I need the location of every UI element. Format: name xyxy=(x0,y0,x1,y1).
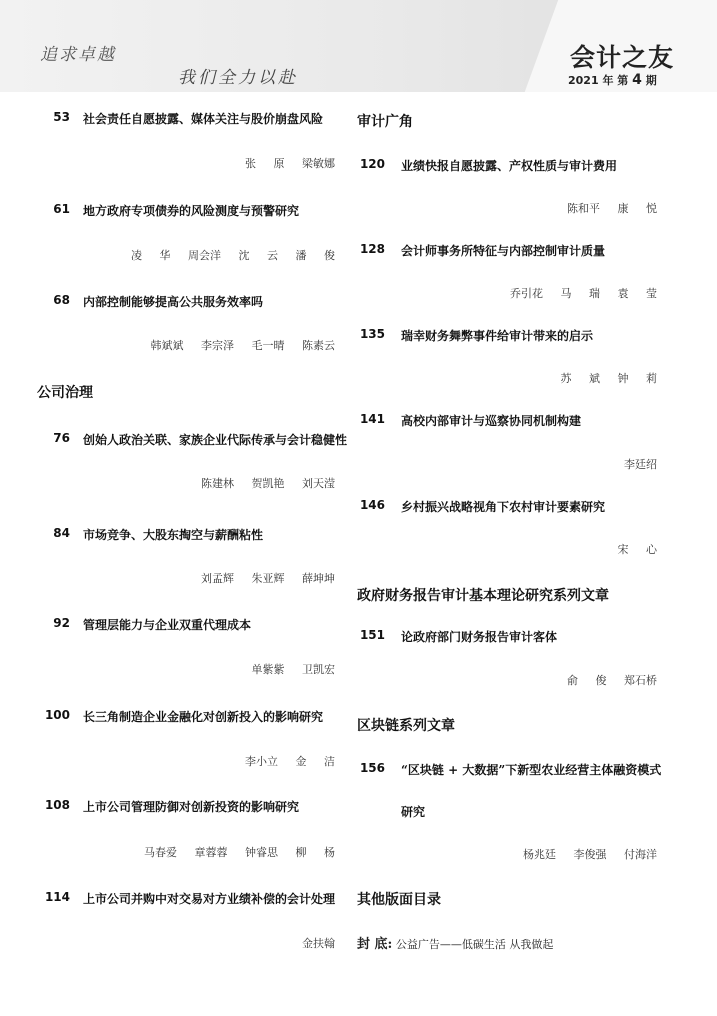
page-number: 92 xyxy=(53,616,70,630)
article-title[interactable]: 长三角制造企业金融化对创新投入的影响研究 xyxy=(83,710,324,724)
article-title[interactable]: 论政府部门财务报告审计客体 xyxy=(401,630,558,644)
back-cover-entry[interactable] xyxy=(357,933,553,952)
issue-prefix: 2021 年 第 xyxy=(568,74,629,87)
slogan-line-1: 追求卓越 xyxy=(40,45,116,65)
section-heading: 区块链系列文章 xyxy=(357,718,455,734)
article-title[interactable]: 创始人政治关联、家族企业代际传承与会计稳健性 xyxy=(83,433,348,447)
article-authors: 凌 华 周会洋 沈 云 潘 俊 xyxy=(131,249,335,262)
article-title[interactable]: 会计师事务所特征与内部控制审计质量 xyxy=(401,244,606,258)
masthead xyxy=(0,0,717,92)
section-heading: 政府财务报告审计基本理论研究系列文章 xyxy=(357,588,609,604)
article-authors: 李小立 金 洁 xyxy=(245,755,335,768)
page-number: 156 xyxy=(359,761,385,775)
page-number: 120 xyxy=(359,157,385,171)
article-title[interactable]: 地方政府专项债券的风险测度与预警研究 xyxy=(83,204,300,218)
page-number: 76 xyxy=(53,431,70,445)
page-number: 53 xyxy=(53,110,70,124)
article-title[interactable]: 内部控制能够提高公共服务效率吗 xyxy=(83,295,264,309)
article-title-continued[interactable]: 研究 xyxy=(401,805,426,819)
page-number: 100 xyxy=(44,708,70,722)
article-title[interactable]: 社会责任自愿披露、媒体关注与股价崩盘风险 xyxy=(83,112,324,126)
page-number: 108 xyxy=(44,798,70,812)
article-title[interactable]: 瑞幸财务舞弊事件给审计带来的启示 xyxy=(401,329,594,343)
back-cover-label: 封 底: xyxy=(357,937,393,952)
page-number: 146 xyxy=(359,498,385,512)
page-number: 61 xyxy=(53,202,70,216)
slogan-line-2: 我们全力以赴 xyxy=(178,68,298,88)
article-authors: 乔引花 马 瑞 袁 莹 xyxy=(510,287,657,300)
page-number: 141 xyxy=(359,412,385,426)
page-number: 135 xyxy=(359,327,385,341)
article-title[interactable]: 管理层能力与企业双重代理成本 xyxy=(83,618,252,632)
article-authors: 韩斌斌 李宗泽 毛一晴 陈素云 xyxy=(150,339,335,352)
article-title[interactable]: “区块链 + 大数据”下新型农业经营主体融资模式 xyxy=(401,763,662,777)
article-title[interactable]: 上市公司管理防御对创新投资的影响研究 xyxy=(83,800,300,814)
article-title[interactable]: 上市公司并购中对交易对方业绩补偿的会计处理 xyxy=(83,892,336,906)
article-authors: 金扶翰 xyxy=(302,937,335,950)
article-authors: 单紫紫 卫凯宏 xyxy=(251,663,335,676)
section-heading: 公司治理 xyxy=(37,385,93,401)
page-number: 151 xyxy=(359,628,385,642)
article-authors: 刘孟辉 朱亚辉 薛坤坤 xyxy=(201,572,335,585)
page-number: 68 xyxy=(53,293,70,307)
article-title[interactable]: 乡村振兴战略视角下农村审计要素研究 xyxy=(401,500,606,514)
article-authors: 苏 斌 钟 莉 xyxy=(560,372,657,385)
issue-suffix: 期 xyxy=(645,74,657,87)
issue-number: 4 xyxy=(632,72,642,88)
article-title[interactable]: 市场竞争、大股东掏空与薪酬粘性 xyxy=(83,528,264,542)
article-title[interactable]: 高校内部审计与巡察协同机制构建 xyxy=(401,414,582,428)
article-authors: 李廷绍 xyxy=(624,458,657,471)
article-authors: 宋 心 xyxy=(617,543,657,556)
back-cover-text: 公益广告——低碳生活 从我做起 xyxy=(395,938,554,951)
section-heading: 审计广角 xyxy=(357,114,413,130)
article-authors: 杨兆廷 李俊强 付海洋 xyxy=(523,848,657,861)
page-number: 84 xyxy=(53,526,70,540)
article-authors: 陈和平 康 悦 xyxy=(567,202,657,215)
article-title[interactable]: 业绩快报自愿披露、产权性质与审计费用 xyxy=(401,159,618,173)
article-authors: 俞 俊 郑石桥 xyxy=(567,674,657,687)
page-number: 128 xyxy=(359,242,385,256)
magazine-title: 会计之友 xyxy=(570,43,675,72)
issue-info xyxy=(568,72,657,88)
section-heading: 其他版面目录 xyxy=(357,892,441,908)
article-authors: 张 原 梁敏娜 xyxy=(245,157,335,170)
page-number: 114 xyxy=(44,890,70,904)
article-authors: 陈建林 贺凯艳 刘天滢 xyxy=(201,477,335,490)
article-authors: 马春爱 章蓉蓉 钟睿思 柳 杨 xyxy=(144,846,335,859)
